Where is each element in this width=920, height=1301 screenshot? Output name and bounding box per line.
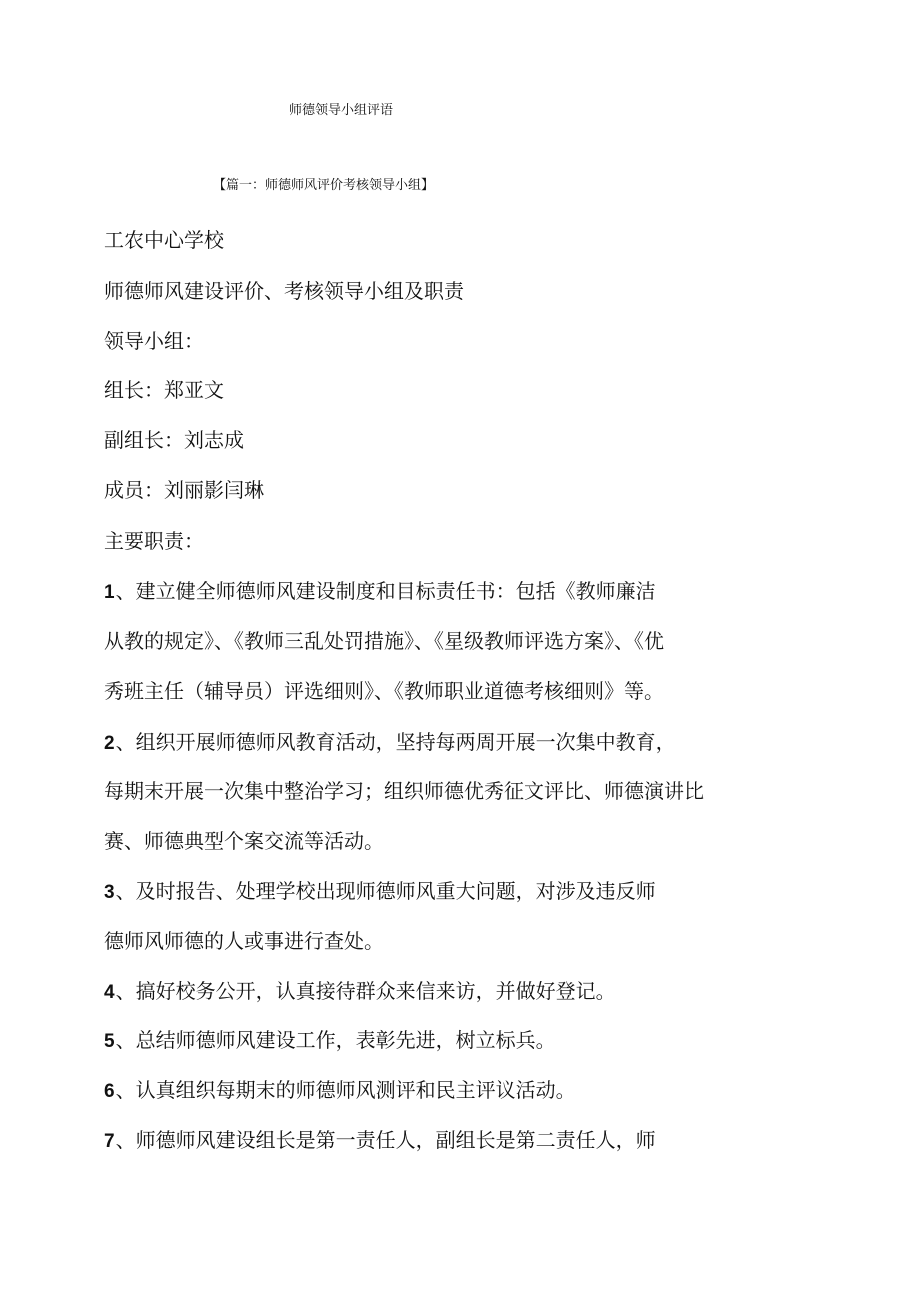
duty-text: 、及时报告、处理学校出现师德师风重大问题，对涉及违反师 bbox=[115, 879, 656, 903]
duty-2-line-2: 每期末开展一次集中整治学习；组织师德优秀征文评比、师德演讲比 bbox=[104, 779, 704, 803]
duties-label: 主要职责： bbox=[104, 529, 204, 553]
duty-7-line-1 bbox=[104, 1126, 656, 1156]
duty-6-line-1 bbox=[104, 1076, 576, 1106]
school-name: 工农中心学校 bbox=[104, 228, 224, 252]
section-title: 【篇一：师德师风评价考核领导小组】 bbox=[213, 178, 435, 193]
duty-2-number: 2 bbox=[104, 733, 115, 754]
duty-2-line-1 bbox=[104, 728, 676, 758]
duty-3-line-2: 德师风师德的人或事进行查处。 bbox=[104, 929, 384, 953]
duty-text: 、总结师德师风建设工作，表彰先进，树立标兵。 bbox=[115, 1028, 556, 1052]
duty-text: 、师德师风建设组长是第一责任人，副组长是第二责任人，师 bbox=[115, 1128, 656, 1152]
group-deputy-leader: 副组长：刘志成 bbox=[104, 428, 244, 452]
duty-5-line-1 bbox=[104, 1026, 556, 1056]
duty-1-number: 1 bbox=[104, 582, 115, 603]
duty-1-line-1 bbox=[104, 577, 656, 607]
duty-3-number: 3 bbox=[104, 882, 115, 903]
duty-4-line-1 bbox=[104, 977, 616, 1007]
duty-6-number: 6 bbox=[104, 1081, 115, 1102]
duty-text: 、建立健全师德师风建设制度和目标责任书：包括《教师廉洁 bbox=[115, 579, 656, 603]
group-members: 成员：刘丽影闫琳 bbox=[104, 478, 264, 502]
document-title: 师德领导小组评语 bbox=[289, 103, 394, 118]
duty-5-number: 5 bbox=[104, 1031, 115, 1052]
duty-1-line-2: 从教的规定》、《教师三乱处罚措施》、《星级教师评选方案》、《优 bbox=[104, 629, 664, 653]
duty-1-line-3: 秀班主任（辅导员）评选细则》、《教师职业道德考核细则》等。 bbox=[104, 679, 664, 703]
leadership-group-label: 领导小组： bbox=[104, 329, 204, 353]
duty-7-number: 7 bbox=[104, 1131, 115, 1152]
group-leader: 组长：郑亚文 bbox=[104, 378, 224, 402]
duty-3-line-1 bbox=[104, 877, 656, 907]
duty-text: 、组织开展师德师风教育活动，坚持每两周开展一次集中教育， bbox=[115, 730, 676, 754]
duty-text: 、搞好校务公开，认真接待群众来信来访，并做好登记。 bbox=[115, 979, 616, 1003]
duty-2-line-3: 赛、师德典型个案交流等活动。 bbox=[104, 829, 384, 853]
group-heading: 师德师风建设评价、考核领导小组及职责 bbox=[104, 279, 464, 303]
duty-4-number: 4 bbox=[104, 982, 115, 1003]
duty-text: 、认真组织每期末的师德师风测评和民主评议活动。 bbox=[115, 1078, 576, 1102]
